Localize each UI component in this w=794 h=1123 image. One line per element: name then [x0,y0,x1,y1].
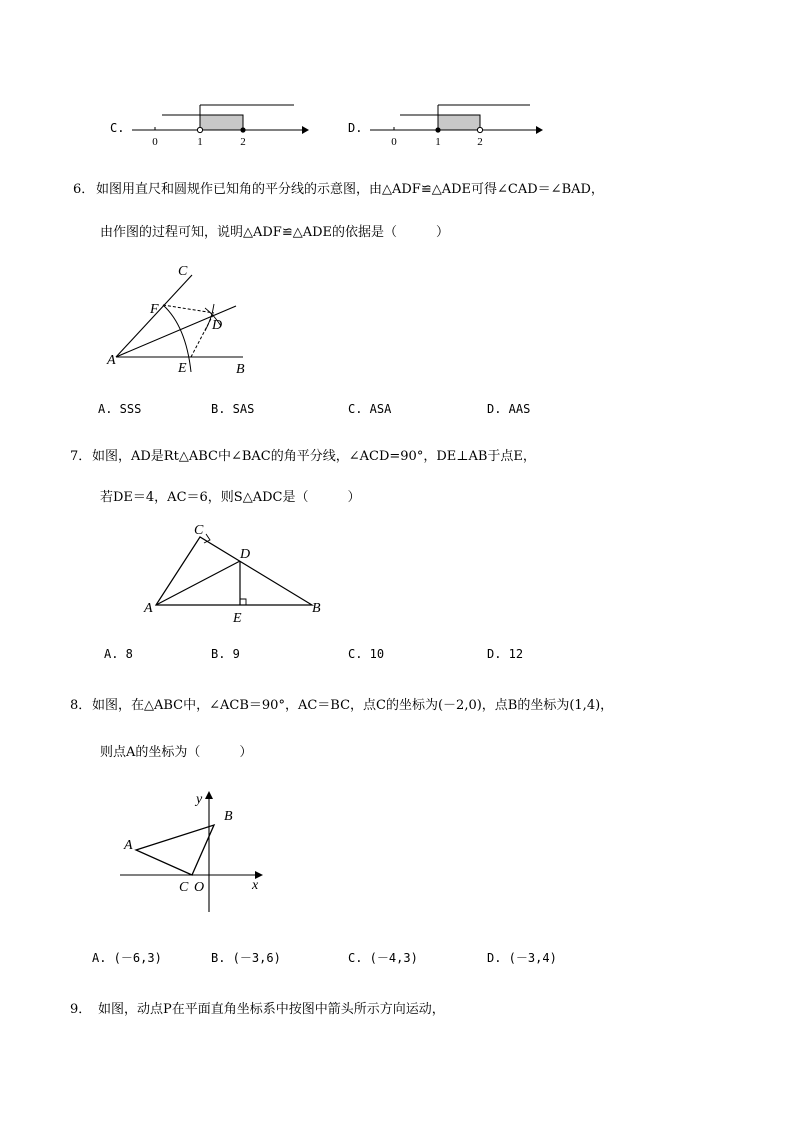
q8-option-a[interactable]: A. (－6,3) [92,951,162,965]
tick-2: 2 [240,136,246,148]
tick-0: 0 [152,136,158,148]
q9-text-line1: 如图，动点P在平面直角坐标系中按图中箭头所示方向运动， [98,1002,445,1017]
q6-option-d[interactable]: D. AAS [487,402,531,416]
q8-option-c[interactable]: C. (－4,3) [348,951,418,965]
q8-option-b[interactable]: B. (－3,6) [211,951,281,965]
q8-label-o: O [194,880,205,895]
q8-option-d[interactable]: D. (－3,4) [487,951,557,965]
q8-label-a: A [124,838,133,853]
q6-option-b[interactable]: B. SAS [211,402,255,416]
q6-label-d: D [212,318,223,333]
q6-label-c: C [178,264,188,279]
q8-label-y: y [196,792,203,807]
svg-text:2: 2 [477,136,483,148]
q8-label-b: B [224,809,233,824]
q7-label-e: E [233,611,242,626]
q8-label-c: C [179,880,189,895]
q6-option-a[interactable]: A. SSS [98,402,142,416]
q7-label-b: B [312,601,321,616]
q6-label-b: B [236,362,245,377]
q7-number: 7． [70,449,92,464]
q6-label-e: E [178,361,187,376]
option-c-label: C. [110,121,125,135]
q7-option-b[interactable]: B. 9 [211,647,240,661]
svg-text:0: 0 [391,136,397,148]
q7-text-line1: 如图，AD是Rt△ABC中∠BAC的角平分线，∠ACD=90°，DE⊥AB于点E， [92,449,536,464]
q8-label-x: x [252,878,259,893]
option-d-label: D. [348,121,363,135]
q6-label-f: F [150,302,159,317]
q7-label-a: A [144,601,153,616]
q9-number: 9． [70,1002,92,1017]
q7-label-d: D [240,547,251,562]
q7-option-a[interactable]: A. 8 [104,647,133,661]
q8-number: 8． [70,698,92,713]
q7-option-c[interactable]: C. 10 [348,647,385,661]
q6-label-a: A [107,353,116,368]
svg-text:1: 1 [435,136,441,148]
tick-1: 1 [197,136,203,148]
q7-option-d[interactable]: D. 12 [487,647,524,661]
q8-text-line2: 则点A的坐标为（ ） [100,745,253,760]
q6-option-c[interactable]: C. ASA [348,402,392,416]
q6-text-line1: 如图用直尺和圆规作已知角的平分线的示意图，由△ADF≌△ADE可得∠CAD＝∠BAD， [96,182,604,197]
q8-text-line1: 如图，在△ABC中，∠ACB＝90°，AC＝BC，点C的坐标为(－2,0)，点B的坐标为(1,4)， [92,698,614,713]
q7-label-c: C [194,523,204,538]
q7-text-line2: 若DE＝4，AC＝6，则S△ADC是（ ） [100,490,361,505]
q6-text-line2: 由作图的过程可知，说明△ADF≌△ADE的依据是（ ） [100,225,450,240]
q6-number: 6． [73,182,95,197]
